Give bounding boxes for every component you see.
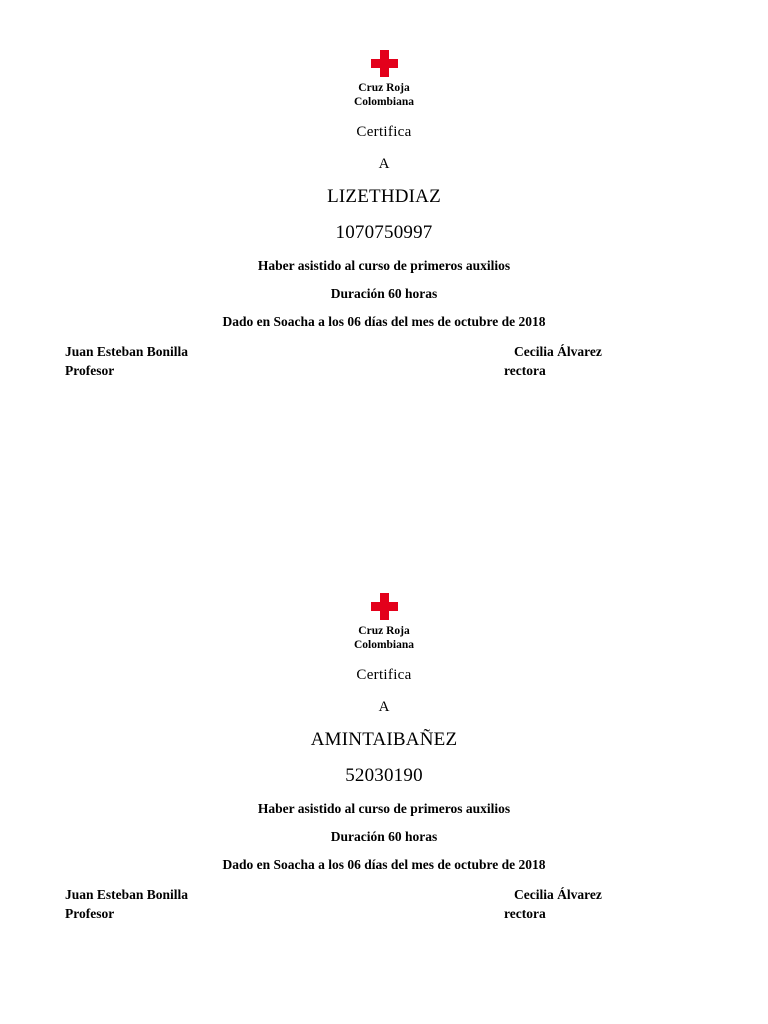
recipient-name: LIZETHDIAZ — [327, 186, 441, 207]
course-statement: Haber asistido al curso de primeros auxilios — [257, 258, 511, 273]
course-duration: Duración 60 horas — [330, 286, 438, 301]
red-cross-horizontal-bar — [371, 602, 398, 611]
signer-left-role: Profesor — [65, 906, 115, 921]
signer-left-name: Juan Esteban Bonilla — [65, 344, 189, 359]
signer-right-role: rectora — [504, 363, 546, 378]
to-letter: A — [378, 699, 390, 715]
certifica-heading: Certifica — [356, 124, 412, 140]
certifica-heading: Certifica — [356, 667, 412, 683]
signer-right-role: rectora — [504, 906, 546, 921]
signer-left-role: Profesor — [65, 363, 115, 378]
course-statement: Haber asistido al curso de primeros auxilios — [257, 801, 511, 816]
red-cross-icon — [371, 593, 398, 620]
signer-right-name: Cecilia Álvarez — [514, 344, 602, 359]
issue-statement: Dado en Soacha a los 06 días del mes de octubre de 2018 — [222, 857, 546, 872]
red-cross-horizontal-bar — [371, 59, 398, 68]
course-duration: Duración 60 horas — [330, 829, 438, 844]
org-name-line-2: Colombiana — [353, 639, 415, 651]
signer-right-name: Cecilia Álvarez — [514, 887, 602, 902]
certificate-1 — [0, 0, 768, 400]
to-letter: A — [378, 156, 390, 172]
cruz-roja-logo — [0, 593, 768, 652]
org-name-line-1: Cruz Roja — [358, 625, 410, 637]
certificate-2 — [0, 543, 768, 943]
cruz-roja-logo — [0, 50, 768, 109]
recipient-id: 52030190 — [345, 765, 423, 786]
org-name-line-2: Colombiana — [353, 96, 415, 108]
red-cross-icon — [371, 50, 398, 77]
signer-left-name: Juan Esteban Bonilla — [65, 887, 189, 902]
recipient-id: 1070750997 — [335, 222, 433, 243]
org-name-line-1: Cruz Roja — [358, 82, 410, 94]
recipient-name: AMINTAIBAÑEZ — [310, 729, 458, 750]
issue-statement: Dado en Soacha a los 06 días del mes de octubre de 2018 — [222, 314, 546, 329]
